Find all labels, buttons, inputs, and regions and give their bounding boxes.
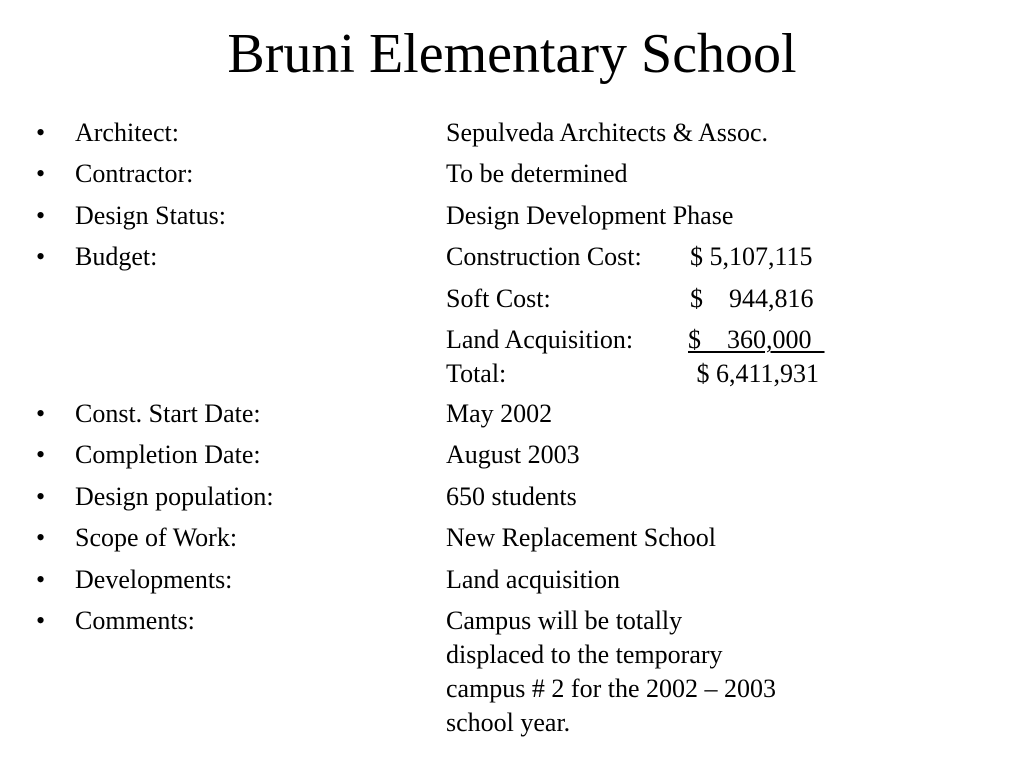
- comments-value-line-3: campus # 2 for the 2002 – 2003: [446, 674, 777, 703]
- design-population-value: 650 students: [446, 482, 577, 511]
- bullet: •: [36, 482, 46, 511]
- const-start-date-label: Const. Start Date:: [75, 399, 261, 428]
- scope-of-work-value: New Replacement School: [446, 523, 717, 552]
- construction-cost-label: Construction Cost:: [446, 242, 642, 271]
- design-status-label: Design Status:: [75, 201, 226, 230]
- soft-cost-label: Soft Cost:: [446, 284, 551, 313]
- bullet: •: [36, 201, 46, 230]
- soft-cost-amount: $ 944,816: [690, 284, 814, 313]
- completion-date-label: Completion Date:: [75, 440, 261, 469]
- contractor-value: To be determined: [446, 159, 628, 188]
- total-label: Total:: [446, 359, 507, 388]
- land-acquisition-label: Land Acquisition:: [446, 325, 634, 354]
- bullet: •: [36, 523, 46, 552]
- total-amount: $ 6,411,931: [690, 359, 820, 388]
- design-status-value: Design Development Phase: [446, 201, 734, 230]
- architect-label: Architect:: [75, 118, 179, 147]
- developments-value: Land acquisition: [446, 565, 621, 594]
- bullet: •: [36, 118, 46, 147]
- design-population-label: Design population:: [75, 482, 274, 511]
- comments-label: Comments:: [75, 606, 195, 635]
- contractor-label: Contractor:: [75, 159, 194, 188]
- developments-label: Developments:: [75, 565, 233, 594]
- slide-title: Bruni Elementary School: [227, 23, 797, 85]
- completion-date-value: August 2003: [446, 440, 580, 469]
- const-start-date-value: May 2002: [446, 399, 553, 428]
- land-acquisition-amount: $ 360,000: [688, 325, 825, 354]
- comments-value-line-1: Campus will be totally: [446, 606, 683, 635]
- architect-value: Sepulveda Architects & Assoc.: [446, 118, 769, 147]
- bullet: •: [36, 606, 46, 635]
- bullet: •: [36, 159, 46, 188]
- bullet: •: [36, 242, 46, 271]
- budget-label: Budget:: [75, 242, 158, 271]
- comments-value-line-2: displaced to the temporary: [446, 640, 723, 669]
- comments-value-line-4: school year.: [446, 708, 571, 737]
- scope-of-work-label: Scope of Work:: [75, 523, 238, 552]
- bullet: •: [36, 399, 46, 428]
- bullet: •: [36, 440, 46, 469]
- construction-cost-amount: $ 5,107,115: [690, 242, 813, 271]
- bullet: •: [36, 565, 46, 594]
